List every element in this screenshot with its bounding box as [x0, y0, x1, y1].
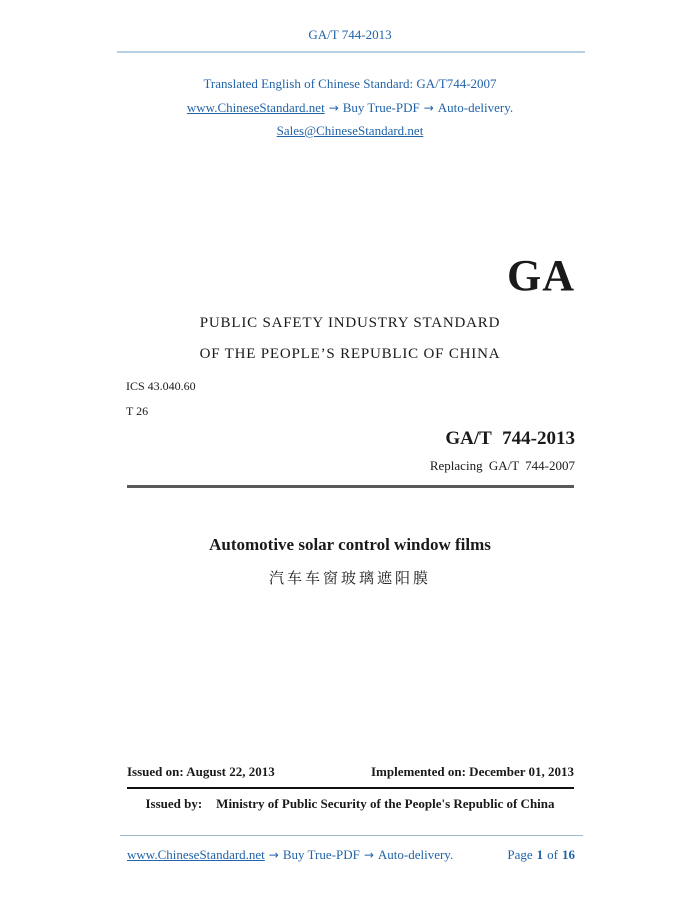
- arrow-icon: →: [423, 101, 434, 115]
- footer-website-link[interactable]: www.ChineseStandard.net: [127, 847, 265, 862]
- replacing-note: Replacing GA/T 744-2007: [429, 458, 575, 473]
- header-doc-code: GA/T 744-2013: [308, 27, 392, 42]
- issued-by-label: Issued by:: [145, 796, 203, 811]
- page-label: Page: [507, 847, 533, 862]
- page-number: 1: [536, 847, 544, 862]
- buy-true-pdf-text: Buy True-PDF: [342, 100, 420, 115]
- footer-buy-line: [127, 847, 453, 863]
- footer-row: [127, 847, 575, 863]
- sales-email-line: [0, 123, 700, 139]
- issued-on-date: Issued on: August 22, 2013: [127, 764, 275, 779]
- auto-delivery-text: Auto-delivery.: [437, 100, 514, 115]
- arrow-icon: →: [268, 848, 279, 862]
- page-indicator: [507, 847, 575, 863]
- arrow-icon: →: [363, 848, 374, 862]
- standard-org-line1: PUBLIC SAFETY INDUSTRY STANDARD: [199, 315, 501, 331]
- header-rule: [117, 51, 585, 53]
- ics-code: ICS 43.040.60: [126, 379, 196, 393]
- standard-org-line2: OF THE PEOPLE’S REPUBLIC OF CHINA: [199, 346, 501, 362]
- issuer-name: Ministry of Public Security of the People's Republic of China: [216, 796, 555, 811]
- standard-logo: GA: [507, 251, 575, 300]
- total-pages: 16: [562, 847, 575, 862]
- translated-standard-line: Translated English of Chinese Standard: GA/T744-2007: [203, 76, 497, 91]
- implemented-on-date: Implemented on: December 01, 2013: [370, 764, 574, 779]
- header-buy-line: [0, 100, 700, 116]
- footer-rule: [120, 835, 583, 836]
- arrow-icon: →: [328, 101, 339, 115]
- footer-auto-delivery-text: Auto-delivery.: [377, 847, 454, 862]
- sales-email-link[interactable]: Sales@ChineseStandard.net: [276, 123, 424, 138]
- of-label: of: [547, 847, 558, 862]
- footer-buy-true-pdf-text: Buy True-PDF: [282, 847, 360, 862]
- title-chinese: 汽车车窗玻璃遮阳膜: [268, 571, 431, 587]
- website-link[interactable]: www.ChineseStandard.net: [186, 100, 325, 115]
- divider-rule: [127, 485, 574, 488]
- category-code: T 26: [126, 404, 149, 418]
- dates-row: [127, 764, 574, 780]
- issuer-row: [0, 796, 700, 812]
- title-english: Automotive solar control window films: [209, 535, 491, 554]
- standard-number: GA/T 744-2013: [445, 428, 575, 449]
- dates-rule: [127, 787, 574, 789]
